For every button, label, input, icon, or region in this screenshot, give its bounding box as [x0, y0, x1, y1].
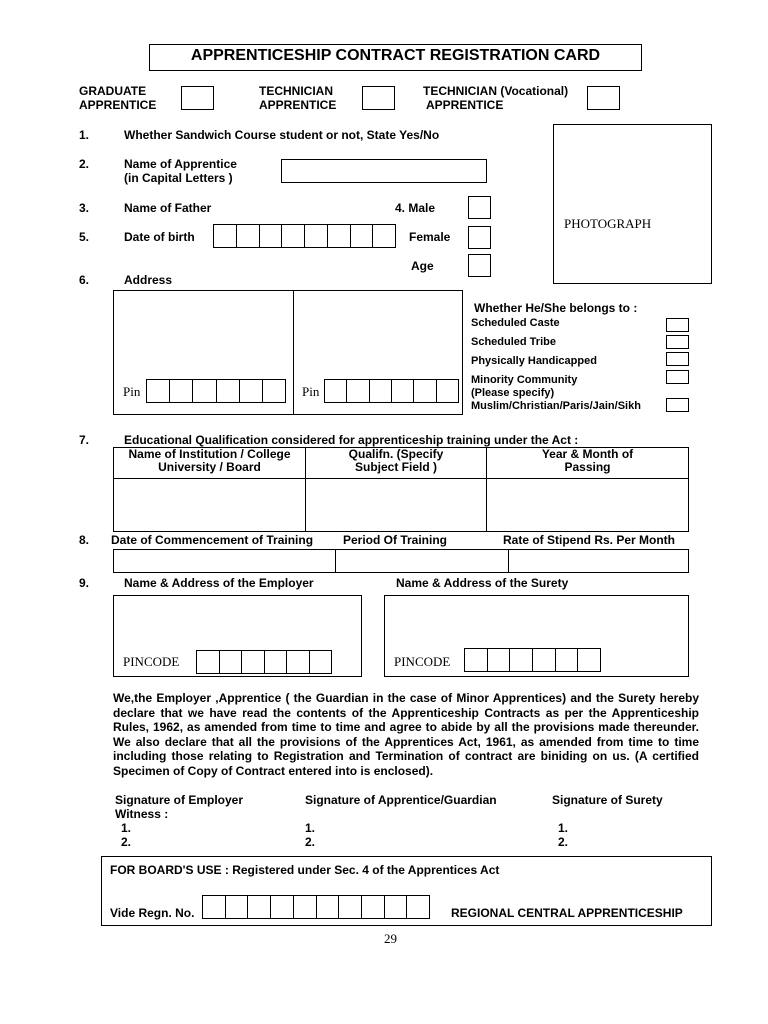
male-label: 4. Male — [395, 201, 436, 215]
stipend-label: Rate of Stipend Rs. Per Month — [503, 533, 676, 547]
address-label: Address — [124, 273, 173, 287]
employer-signature-label: Signature of Employer Witness : 1. 2. — [115, 793, 244, 849]
dob-field[interactable] — [213, 224, 396, 248]
institution-cell[interactable] — [114, 479, 306, 532]
regn-number-field[interactable] — [202, 895, 430, 919]
female-checkbox[interactable] — [468, 226, 491, 249]
address-divider — [293, 290, 294, 415]
female-label: Female — [409, 230, 451, 244]
father-name-label: Name of Father — [124, 201, 212, 215]
religion-checkbox[interactable] — [666, 398, 689, 412]
page-title: APPRENTICESHIP CONTRACT REGISTRATION CARD — [190, 47, 601, 64]
vocational-checkbox[interactable] — [587, 86, 620, 110]
item-number: 6. — [79, 273, 90, 287]
dob-label: Date of birth — [124, 230, 195, 244]
age-field[interactable] — [468, 254, 491, 277]
pin-field[interactable] — [324, 379, 459, 403]
minority-checkbox[interactable] — [666, 370, 689, 384]
commencement-label: Date of Commencement of Training — [111, 533, 314, 547]
regn-number-label: Vide Regn. No. — [110, 906, 195, 920]
physically-handicapped-label: Physically Handicapped — [471, 355, 597, 367]
male-checkbox[interactable] — [468, 196, 491, 219]
apprentice-signature-label: Signature of Apprentice/Guardian 1. 2. — [305, 793, 497, 849]
apprentice-name-field[interactable] — [281, 159, 487, 183]
period-label: Period Of Training — [343, 533, 448, 547]
institution-header: Name of Institution / College University / Board — [114, 448, 306, 479]
surety-pincode-field[interactable] — [464, 648, 601, 672]
scheduled-tribe-label: Scheduled Tribe — [471, 336, 556, 348]
employer-pincode-field[interactable] — [196, 650, 332, 674]
pincode-label: PINCODE — [394, 654, 451, 669]
pin-label: Pin — [123, 384, 141, 399]
graduate-checkbox[interactable] — [181, 86, 214, 110]
pin-field[interactable] — [146, 379, 286, 403]
declaration-text: We,the Employer ,Apprentice ( the Guardian in the case of Minor Apprentices) and the Surety hereby declare that we have read the contents of the Apprenticeship Contracts as per the Apprenticeship Rules, 1962, as amended from time to time and agree to abide by all the provisions made thereunder. We also declare that all the provisions of the Apprentices Act, 1961, as amended from time to time including those relating to Registration and Termination of contract are biniding on us. (A certified Specimen of Copy of Contract entered into is enclosed). — [113, 691, 699, 778]
pincode-label: PINCODE — [123, 654, 180, 669]
item-number: 8. — [79, 533, 90, 547]
age-label: Age — [411, 259, 434, 273]
technician-checkbox[interactable] — [362, 86, 395, 110]
qualification-header: Qualifn. (Specify Subject Field ) — [306, 448, 487, 479]
belongs-heading: Whether He/She belongs to : — [474, 301, 638, 315]
item-number: 1. — [79, 128, 90, 142]
photograph-box[interactable] — [553, 124, 712, 284]
scheduled-caste-label: Scheduled Caste — [471, 317, 560, 329]
education-heading: Educational Qualification considered for apprenticeship training under the Act : — [124, 433, 579, 447]
education-table — [113, 447, 689, 532]
scheduled-caste-checkbox[interactable] — [666, 318, 689, 332]
photograph-label: PHOTOGRAPH — [564, 216, 652, 231]
item-number: 3. — [79, 201, 90, 215]
qualification-cell[interactable] — [306, 479, 487, 532]
item-number: 5. — [79, 230, 90, 244]
scheduled-tribe-checkbox[interactable] — [666, 335, 689, 349]
passing-header: Year & Month of Passing — [487, 448, 689, 479]
surety-signature-label: Signature of Surety 1. 2. — [552, 793, 663, 849]
board-use-label: FOR BOARD'S USE : Registered under Sec. 4 of the Apprentices Act — [110, 863, 500, 877]
regional-label: REGIONAL CENTRAL APPRENTICESHIP — [451, 906, 683, 920]
sandwich-course-label: Whether Sandwich Course student or not, State Yes/No — [124, 128, 440, 142]
physically-handicapped-checkbox[interactable] — [666, 352, 689, 366]
page-number: 29 — [384, 931, 397, 946]
minority-label: Minority Community (Please specify) Muslim/Christian/Paris/Jain/Sikh — [471, 374, 641, 412]
graduate-label: GRADUATE APPRENTICE — [79, 84, 157, 112]
training-fields[interactable] — [113, 549, 689, 573]
surety-address-label: Name & Address of the Surety — [396, 576, 569, 590]
vocational-label: TECHNICIAN (Vocational) APPRENTICE — [423, 84, 569, 112]
apprentice-name-label: Name of Apprentice (in Capital Letters ) — [124, 157, 237, 185]
item-number: 7. — [79, 433, 90, 447]
item-number: 2. — [79, 157, 90, 171]
employer-address-label: Name & Address of the Employer — [124, 576, 314, 590]
item-number: 9. — [79, 576, 90, 590]
technician-label: TECHNICIAN APPRENTICE — [259, 84, 337, 112]
pin-label: Pin — [302, 384, 320, 399]
passing-cell[interactable] — [487, 479, 689, 532]
